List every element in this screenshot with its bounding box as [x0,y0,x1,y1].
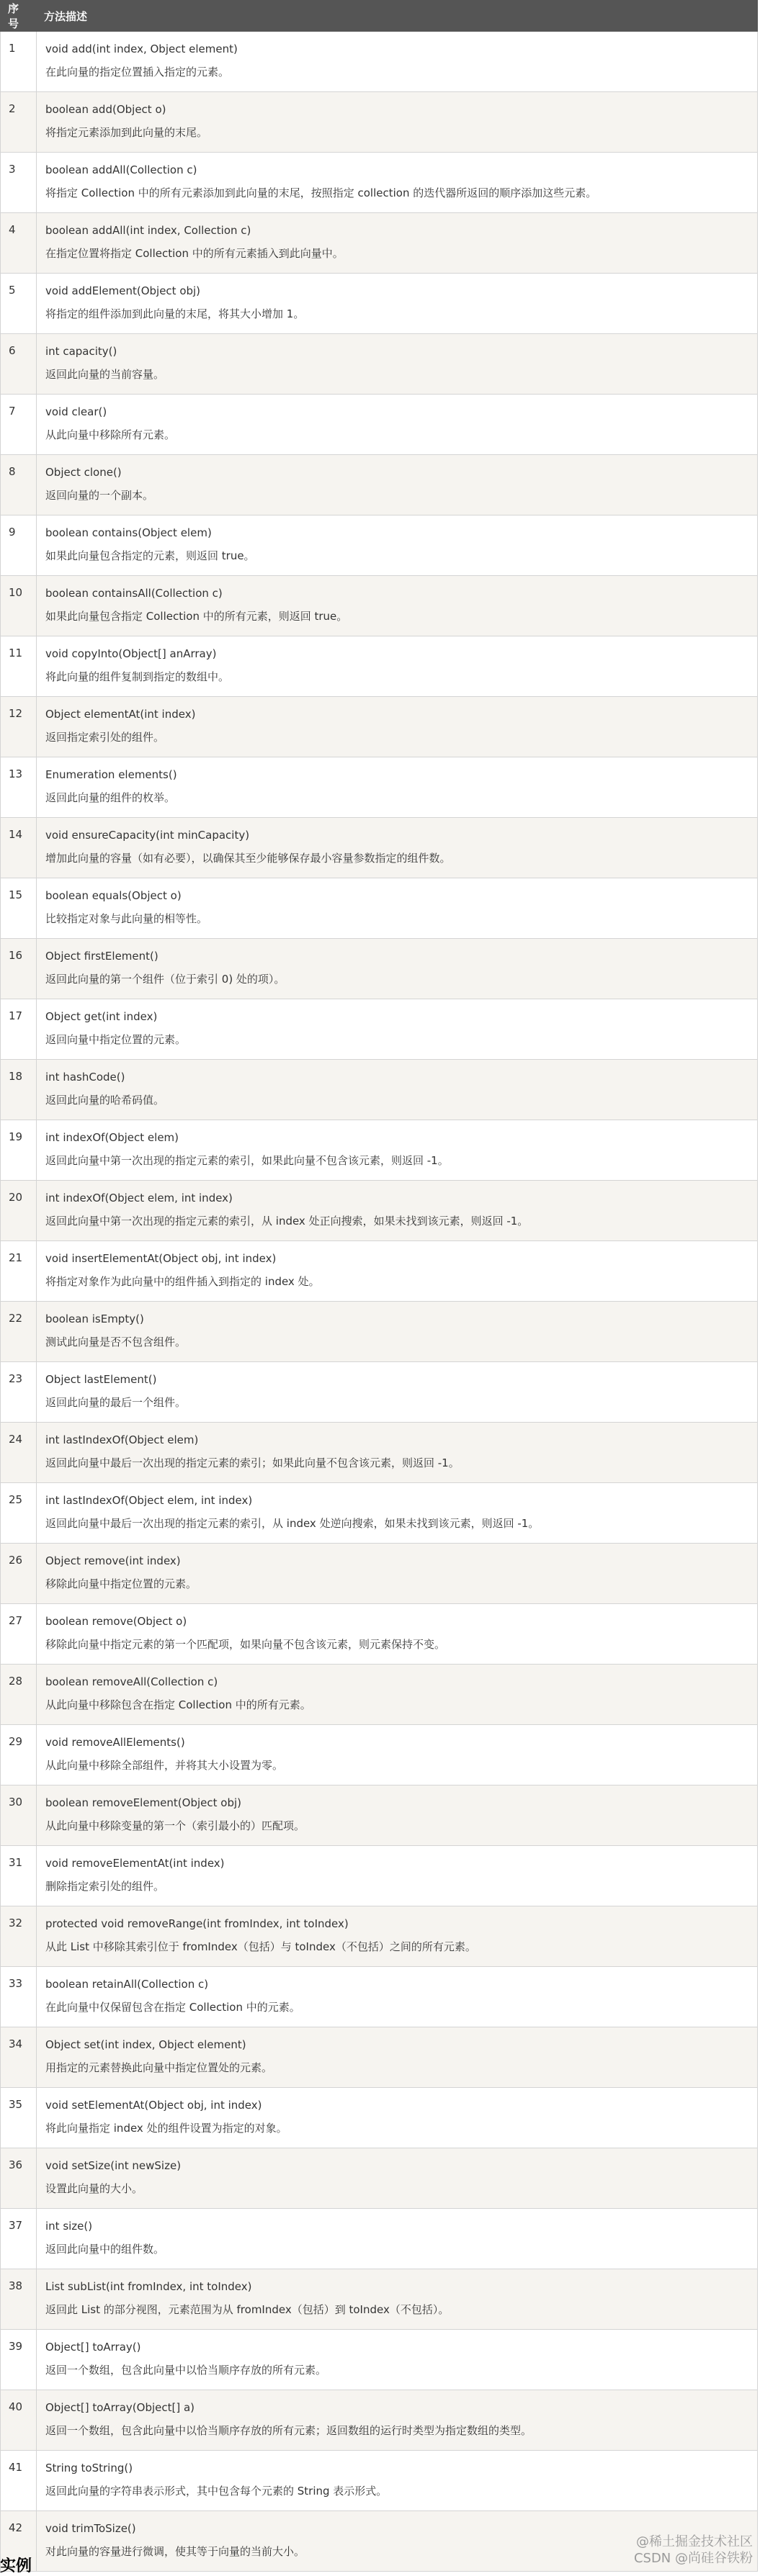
row-index: 3 [1,153,37,213]
method-signature: int indexOf(Object elem) [45,1131,179,1144]
table-row [1,757,758,818]
method-signature: void insertElementAt(Object obj, int index) [45,1252,277,1265]
table-row [1,1120,758,1181]
table-row [1,939,758,999]
method-signature: void setSize(int newSize) [45,2159,182,2172]
method-cell [37,1483,758,1544]
method-cell [37,2148,758,2209]
method-signature: void copyInto(Object[] anArray) [45,647,217,660]
row-index: 11 [1,636,37,697]
table-row [1,395,758,455]
row-index: 1 [1,32,37,92]
row-index: 4 [1,213,37,274]
method-cell [37,395,758,455]
method-description: 增加此向量的容量（如有必要），以确保其至少能够保存最小容量参数指定的组件数。 [45,852,451,865]
row-index: 40 [1,2390,37,2451]
method-description: 返回向量的一个副本。 [45,489,154,502]
method-description: 返回一个数组，包含此向量中以恰当顺序存放的所有元素。 [45,2364,327,2377]
method-cell [37,636,758,697]
method-signature: void removeAllElements() [45,1736,185,1749]
method-cell [37,1967,758,2027]
method-description: 将指定对象作为此向量中的组件插入到指定的 index 处。 [45,1275,320,1288]
row-index: 20 [1,1181,37,1241]
method-signature: boolean add(Object o) [45,103,166,116]
table-row [1,1302,758,1362]
row-index: 13 [1,757,37,818]
method-description: 测试此向量是否不包含组件。 [45,1336,187,1348]
row-index: 29 [1,1725,37,1785]
row-index: 38 [1,2269,37,2330]
row-index: 34 [1,2027,37,2088]
table-body [1,32,758,2572]
method-description: 返回此向量的当前容量。 [45,368,165,381]
method-cell [37,2451,758,2511]
table-row [1,515,758,576]
table-row [1,1060,758,1120]
row-index: 7 [1,395,37,455]
row-index: 17 [1,999,37,1060]
method-cell [37,1181,758,1241]
watermark-csdn: CSDN @尚硅谷铁粉 [633,2551,753,2566]
row-index: 28 [1,1665,37,1725]
method-cell [37,32,758,92]
method-cell [37,2088,758,2148]
watermark-juejin: @稀土掘金技术社区 [636,2534,753,2549]
method-signature: Object[] toArray() [45,2341,141,2354]
method-description: 从此向量中移除全部组件，并将其大小设置为零。 [45,1759,284,1772]
method-description: 返回此向量的哈希码值。 [45,1094,165,1107]
method-cell [37,1725,758,1785]
table-row [1,1423,758,1483]
table-row [1,818,758,878]
method-signature: boolean remove(Object o) [45,1615,187,1628]
method-description: 比较指定对象与此向量的相等性。 [45,912,208,925]
method-cell [37,1362,758,1423]
row-index: 15 [1,878,37,939]
method-signature: Object elementAt(int index) [45,708,196,721]
method-cell [37,455,758,515]
method-description: 设置此向量的大小。 [45,2182,143,2195]
method-cell [37,1241,758,1302]
method-description: 移除此向量中指定位置的元素。 [45,1577,197,1590]
row-index: 19 [1,1120,37,1181]
method-description: 返回向量中指定位置的元素。 [45,1033,187,1046]
method-cell [37,1060,758,1120]
method-description: 返回指定索引处的组件。 [45,731,165,744]
header-method-description: 方法描述 [37,1,758,32]
row-index: 27 [1,1604,37,1665]
method-description: 返回此 List 的部分视图，元素范围为从 fromIndex（包括）到 toIndex（不包括）。 [45,2303,450,2316]
row-index: 2 [1,92,37,153]
method-signature: boolean equals(Object o) [45,889,182,902]
table-row [1,878,758,939]
method-signature: void ensureCapacity(int minCapacity) [45,829,250,842]
table-row [1,2390,758,2451]
table-row [1,2027,758,2088]
method-signature: boolean addAll(Collection c) [45,163,197,176]
method-signature: Object[] toArray(Object[] a) [45,2401,195,2414]
method-signature: boolean addAll(int index, Collection c) [45,224,251,237]
method-description: 返回此向量中最后一次出现的指定元素的索引；如果此向量不包含该元素，则返回 -1。 [45,1456,460,1469]
row-index: 32 [1,1906,37,1967]
method-cell [37,515,758,576]
method-description: 在指定位置将指定 Collection 中的所有元素插入到此向量中。 [45,247,344,260]
table-row [1,1181,758,1241]
method-description: 用指定的元素替换此向量中指定位置处的元素。 [45,2061,273,2074]
method-description: 返回此向量的最后一个组件。 [45,1396,187,1409]
row-index: 21 [1,1241,37,1302]
method-signature: int hashCode() [45,1071,125,1084]
table-row [1,697,758,757]
row-index: 12 [1,697,37,757]
table-row [1,1785,758,1846]
method-description: 返回此向量中第一次出现的指定元素的索引，如果此向量不包含该元素，则返回 -1。 [45,1154,449,1167]
row-index: 8 [1,455,37,515]
table-row [1,1725,758,1785]
method-description: 将指定元素添加到此向量的末尾。 [45,126,208,139]
table-row [1,455,758,515]
row-index: 31 [1,1846,37,1906]
method-cell [37,1604,758,1665]
row-index: 10 [1,576,37,636]
row-index: 30 [1,1785,37,1846]
method-signature: void addElement(Object obj) [45,284,201,297]
table-row [1,1241,758,1302]
method-cell [37,1544,758,1604]
method-description: 返回此向量的组件的枚举。 [45,791,176,804]
method-description: 返回此向量的第一个组件（位于索引 0) 处的项）。 [45,973,285,986]
method-description: 将指定的组件添加到此向量的末尾，将其大小增加 1。 [45,307,305,320]
method-cell [37,1120,758,1181]
method-signature: void clear() [45,405,107,418]
method-signature: int capacity() [45,345,117,358]
method-cell [37,757,758,818]
row-index: 5 [1,274,37,334]
row-index: 25 [1,1483,37,1544]
method-description: 从此向量中移除所有元素。 [45,428,176,441]
table-row [1,1483,758,1544]
method-signature: int size() [45,2220,93,2233]
row-index: 18 [1,1060,37,1120]
method-cell [37,576,758,636]
method-cell [37,999,758,1060]
method-cell [37,1785,758,1846]
table-row [1,576,758,636]
table-row [1,2148,758,2209]
table-row [1,1967,758,2027]
method-signature: void setElementAt(Object obj, int index) [45,2099,262,2112]
row-index: 23 [1,1362,37,1423]
table-row [1,153,758,213]
method-description: 将指定 Collection 中的所有元素添加到此向量的末尾，按照指定 collection 的迭代器所返回的顺序添加这些元素。 [45,186,597,199]
table-row [1,999,758,1060]
table-row [1,2451,758,2511]
method-cell [37,2269,758,2330]
table-row [1,2269,758,2330]
table-row [1,1906,758,1967]
table-row [1,1362,758,1423]
method-signature: protected void removeRange(int fromIndex, int toIndex) [45,1917,349,1930]
table-row [1,2209,758,2269]
table-row [1,2330,758,2390]
method-cell [37,1423,758,1483]
method-signature: boolean retainAll(Collection c) [45,1978,209,1991]
method-description: 从此向量中移除变量的第一个（索引最小的）匹配项。 [45,1819,305,1832]
table-row [1,2088,758,2148]
table-row [1,1544,758,1604]
table-row [1,1665,758,1725]
method-signature: boolean removeAll(Collection c) [45,1675,218,1688]
method-signature: boolean isEmpty() [45,1312,144,1325]
row-index: 24 [1,1423,37,1483]
row-index: 6 [1,334,37,395]
row-index: 16 [1,939,37,999]
table-row [1,92,758,153]
method-cell [37,92,758,153]
method-cell [37,697,758,757]
method-signature: String toString() [45,2462,133,2474]
method-description: 从此向量中移除包含在指定 Collection 中的所有元素。 [45,1698,311,1711]
method-description: 将此向量的组件复制到指定的数组中。 [45,670,230,683]
method-description: 返回一个数组，包含此向量中以恰当顺序存放的所有元素；返回数组的运行时类型为指定数组的类型。 [45,2424,532,2437]
row-index: 42 [1,2511,37,2572]
method-signature: Object firstElement() [45,950,158,963]
method-description: 在此向量的指定位置插入指定的元素。 [45,66,230,78]
method-signature: Object remove(int index) [45,1554,181,1567]
method-signature: Object lastElement() [45,1373,157,1386]
method-signature: Enumeration elements() [45,768,177,781]
table-row [1,1846,758,1906]
table-row [1,1604,758,1665]
method-description: 对此向量的容量进行微调，使其等于向量的当前大小。 [45,2545,305,2558]
method-signature: Object get(int index) [45,1010,158,1023]
method-signature: int lastIndexOf(Object elem, int index) [45,1494,253,1507]
row-index: 26 [1,1544,37,1604]
row-index: 37 [1,2209,37,2269]
table-header-row [1,1,758,32]
row-index: 14 [1,818,37,878]
method-description: 返回此向量中第一次出现的指定元素的索引，从 index 处正向搜索，如果未找到该元素，则返回 -1。 [45,1215,529,1228]
method-cell [37,939,758,999]
method-signature: boolean removeElement(Object obj) [45,1796,241,1809]
method-description: 在此向量中仅保留包含在指定 Collection 中的元素。 [45,2001,300,2014]
row-index: 22 [1,1302,37,1362]
row-index: 39 [1,2330,37,2390]
example-heading: 实例 [0,2557,32,2575]
table-row [1,274,758,334]
method-cell [37,213,758,274]
method-signature: int indexOf(Object elem, int index) [45,1192,233,1204]
header-index: 序号 [1,1,37,32]
method-signature: void removeElementAt(int index) [45,1857,225,1870]
method-cell [37,1302,758,1362]
table-row [1,636,758,697]
method-cell [37,818,758,878]
method-cell [37,1906,758,1967]
table-row [1,213,758,274]
method-cell [37,334,758,395]
method-signature: Object set(int index, Object element) [45,2038,246,2051]
method-description: 移除此向量中指定元素的第一个匹配项，如果向量不包含该元素，则元素保持不变。 [45,1638,446,1651]
method-description: 从此 List 中移除其索引位于 fromIndex（包括）与 toIndex（不包括）之间的所有元素。 [45,1940,476,1953]
method-signature: void trimToSize() [45,2522,136,2535]
row-index: 9 [1,515,37,576]
method-cell [37,2330,758,2390]
method-cell [37,878,758,939]
method-description: 将此向量指定 index 处的组件设置为指定的对象。 [45,2122,287,2135]
row-index: 36 [1,2148,37,2209]
method-signature: void add(int index, Object element) [45,42,238,55]
row-index: 41 [1,2451,37,2511]
method-description: 如果此向量包含指定 Collection 中的所有元素，则返回 true。 [45,610,348,623]
row-index: 33 [1,1967,37,2027]
method-cell [37,153,758,213]
table-row [1,334,758,395]
method-signature: int lastIndexOf(Object elem) [45,1433,199,1446]
method-cell [37,2209,758,2269]
method-description: 返回此向量中最后一次出现的指定元素的索引，从 index 处逆向搜索，如果未找到该元素，则返回 -1。 [45,1517,540,1530]
method-description: 返回此向量的字符串表示形式，其中包含每个元素的 String 表示形式。 [45,2485,388,2498]
method-cell [37,2390,758,2451]
method-signature: List subList(int fromIndex, int toIndex) [45,2280,252,2293]
method-signature: Object clone() [45,466,122,479]
method-signature: boolean contains(Object elem) [45,526,212,539]
method-cell [37,2027,758,2088]
method-description: 返回此向量中的组件数。 [45,2243,165,2256]
method-cell [37,274,758,334]
table-row [1,32,758,92]
method-description: 如果此向量包含指定的元素，则返回 true。 [45,549,255,562]
row-index: 35 [1,2088,37,2148]
method-cell [37,1665,758,1725]
method-signature: boolean containsAll(Collection c) [45,587,223,600]
method-description: 删除指定索引处的组件。 [45,1880,165,1893]
method-cell [37,1846,758,1906]
